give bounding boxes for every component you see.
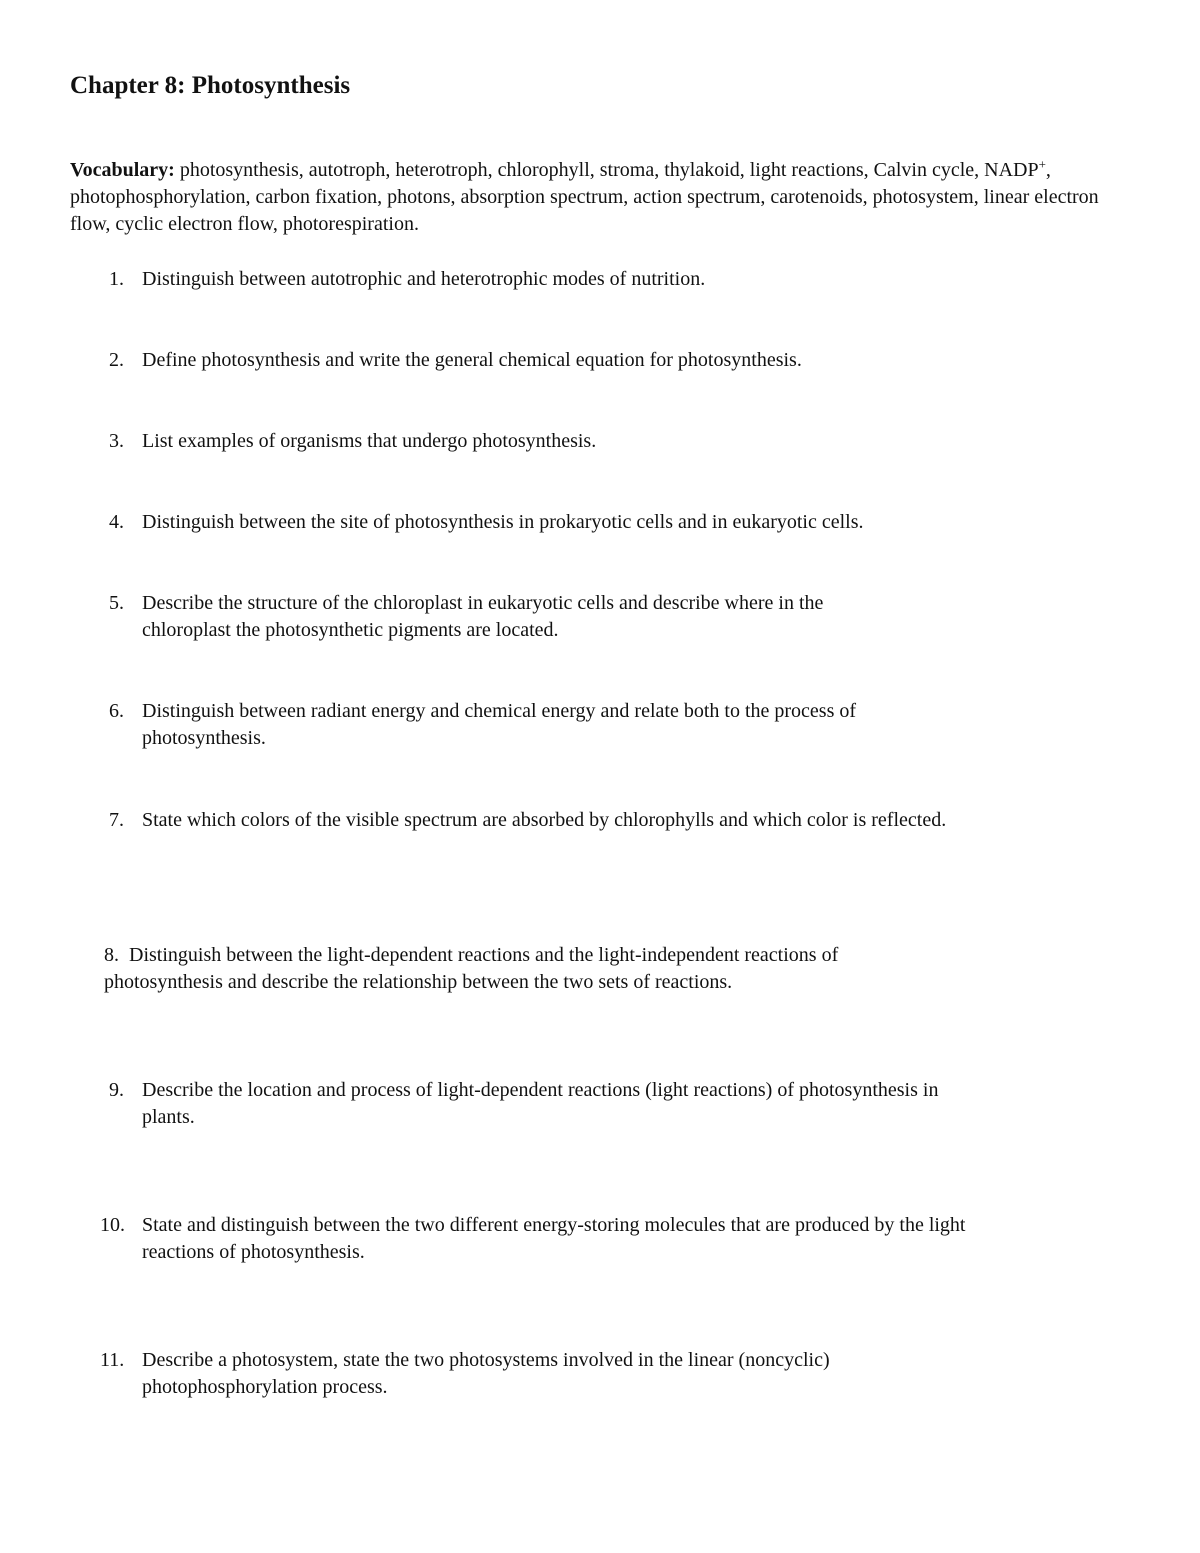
question-text: Define photosynthesis and write the general chemical equation for photosynthesis. <box>142 349 802 371</box>
question-text: List examples of organisms that undergo photosynthesis. <box>142 430 597 452</box>
question-text-line-1: Describe a photosystem, state the two photosystems involved in the linear (noncyclic) <box>142 1349 830 1371</box>
vocabulary-paragraph <box>70 157 1120 238</box>
nadp-superscript: + <box>1038 156 1046 172</box>
question-number: 6. <box>109 700 124 722</box>
question-text-line-2: chloroplast the photosynthetic pigments are located. <box>142 619 559 641</box>
question-text-line-1: Distinguish between the light-dependent reactions and the light-independent reactions of <box>129 944 839 966</box>
vocabulary-terms-part-1: photosynthesis, autotroph, heterotroph, chlorophyll, stroma, thylakoid, light reactions, Calvin cycle, NADP <box>174 159 1039 181</box>
question-text: State which colors of the visible spectrum are absorbed by chlorophylls and which color is reflected. <box>142 809 947 831</box>
question-text-line-2: plants. <box>142 1106 195 1128</box>
question-number: 7. <box>109 809 124 831</box>
question-text-line-1: State and distinguish between the two different energy-storing molecules that are produced by the light <box>142 1214 966 1236</box>
question-text: Distinguish between autotrophic and heterotrophic modes of nutrition. <box>142 268 706 290</box>
vocabulary-terms-part-2: , photophosphorylation, carbon fixation, photons, absorption spectrum, action spectrum, carotenoids, photosystem, linear electron flow, cyclic electron flow, photorespiration. <box>70 159 1099 235</box>
question-number: 2. <box>109 349 124 371</box>
question-text-line-2: reactions of photosynthesis. <box>142 1241 365 1263</box>
question-number: 4. <box>109 511 124 533</box>
question-text: Distinguish between the site of photosynthesis in prokaryotic cells and in eukaryotic cells. <box>142 511 864 533</box>
question-text-line-1: Describe the structure of the chloroplast in eukaryotic cells and describe where in the <box>142 592 824 614</box>
question-number: 1. <box>109 268 124 290</box>
question-number: 9. <box>109 1079 124 1101</box>
question-text-line-2: photophosphorylation process. <box>142 1376 388 1398</box>
question-text-line-1: Describe the location and process of light-dependent reactions (light reactions) of photosynthesis in <box>142 1079 939 1101</box>
question-text-line-1: Distinguish between radiant energy and chemical energy and relate both to the process of <box>142 700 857 722</box>
question-8 <box>104 942 1104 996</box>
question-text-line-2: photosynthesis and describe the relationship between the two sets of reactions. <box>104 971 733 993</box>
vocabulary-label: Vocabulary: <box>70 159 175 181</box>
question-text-line-2: photosynthesis. <box>142 727 266 749</box>
question-number: 8. <box>104 944 119 966</box>
question-number: 5. <box>109 592 124 614</box>
question-number: 11. <box>100 1349 125 1371</box>
page-title: Chapter 8: Photosynthesis <box>70 72 351 99</box>
question-number: 10. <box>100 1214 125 1236</box>
question-number: 3. <box>109 430 124 452</box>
